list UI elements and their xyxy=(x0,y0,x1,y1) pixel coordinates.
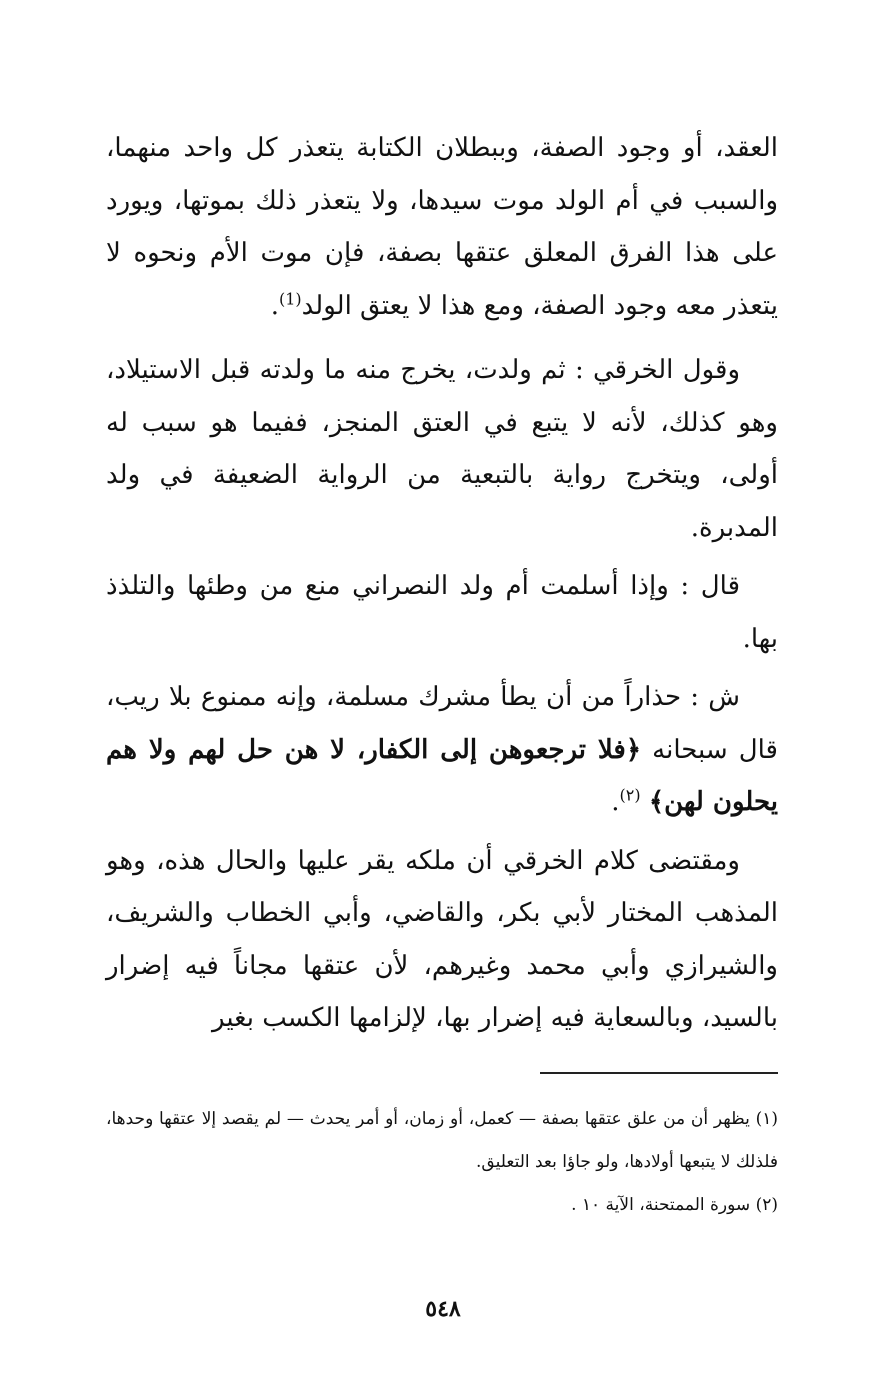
paragraph-4 xyxy=(106,671,778,829)
paragraph-1-text: العقد، أو وجود الصفة، وببطلان الكتابة يتعذر كل واحد منهما، والسبب في أم الولد موت سيدها، ولا يتعذر ذلك بموتها، ويورد على هذا الفرق المعلق عتقها بصفة، فإن موت الأم ونحوه لا يتعذر معه وجود الصفة، ومع هذا لا يعتق الولد xyxy=(106,133,778,321)
page-number: ٥٤٨ xyxy=(425,1296,461,1322)
footnotes xyxy=(106,1098,778,1227)
paragraph-1 xyxy=(106,122,778,332)
main-text xyxy=(106,122,778,1045)
paragraph-3: قال : وإذا أسلمت أم ولد النصراني منع من وطئها والتلذذ بها. xyxy=(106,571,778,654)
footnote-2: (٢) سورة الممتحنة، الآية ١٠ . xyxy=(571,1195,778,1215)
paragraph-5: ومقتضى كلام الخرقي أن ملكه يقر عليها والحال هذه، وهو المذهب المختار لأبي بكر، والقاضي، وأبي الخطاب والشريف، والشيرازي وأبي محمد وغيرهم، لأن عتقها مجاناً فيه إضرار بالسيد، وبالسعاية فيه إضرار بها، لإلزامها الكسب بغير xyxy=(106,845,778,1033)
paragraph-4-end: . xyxy=(611,787,620,817)
footnote-1: (١) يظهر أن من علق عتقها بصفة — كعمل، أو زمان، أو أمر يحدث — لم يقصد إلا عتقها وحدها، فلذلك لا يتبعها أولادها، ولو جاؤا بعد التعليق. xyxy=(106,1109,778,1172)
footnote-divider xyxy=(540,1072,778,1074)
footnote-ref-2: (٢) xyxy=(619,785,641,805)
paragraph-4-text: ش : حذاراً من أن يطأ مشرك مسلمة، وإنه ممنوع بلا ريب، قال سبحانه xyxy=(106,682,778,765)
quran-verse: ﴿فلا ترجعوهن إلى الكفار، لا هن حل لهم ولا هم يحلون لهن﴾ xyxy=(106,734,778,817)
paragraph-1-end: . xyxy=(270,290,279,321)
paragraph-2: وقول الخرقي : ثم ولدت، يخرج منه ما ولدته قبل الاستيلاد، وهو كذلك، لأنه لا يتبع في العتق المنجز، ففيما هو سبب له أولى، ويتخرج رواية بالتبعية من الرواية الضعيفة في ولد المدبرة. xyxy=(106,355,778,543)
footnote-ref-1: (1) xyxy=(278,288,302,308)
